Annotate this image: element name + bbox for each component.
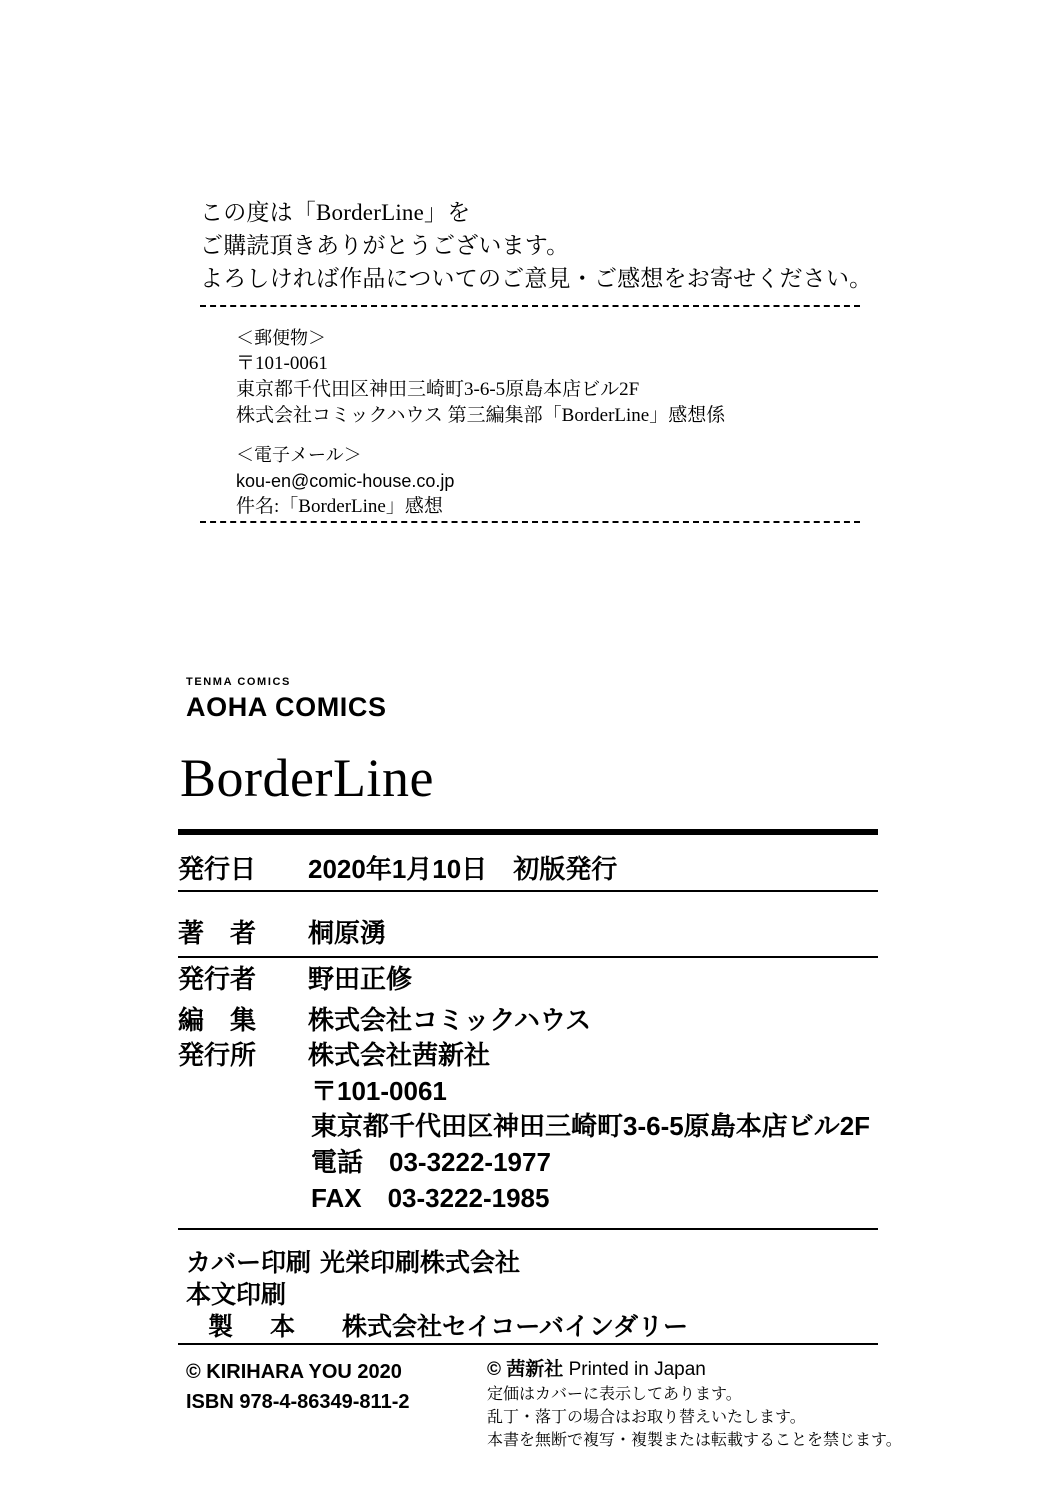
dashed-divider-top (200, 305, 860, 307)
value-cover-printing: 光栄印刷株式会社 (320, 1249, 521, 1277)
label-cover-printing: カバー印刷 (186, 1249, 312, 1277)
value-publishing-house: 株式会社茜新社 (308, 1040, 491, 1070)
label-publishing-house: 発行所 (178, 1040, 257, 1070)
value-author: 桐原湧 (308, 918, 387, 948)
row-publication-date (178, 849, 878, 886)
divider-above-production (178, 1228, 878, 1230)
imprint-label: AOHA COMICS (186, 692, 387, 722)
publisher-copyright: © 茜新社 (487, 1359, 564, 1380)
postal-department: 株式会社コミックハウス 第三編集部「BorderLine」感想係 (236, 405, 726, 426)
message-line-1: この度は「BorderLine」を (200, 200, 471, 225)
label-editor: 編 集 (178, 1005, 257, 1035)
isbn: ISBN 978-4-86349-811-2 (186, 1391, 410, 1413)
label-binding: 製 本 (208, 1313, 302, 1341)
publisher-fax: FAX 03-3222-1985 (311, 1183, 550, 1213)
divider-thick (178, 829, 878, 835)
row-editor (178, 1000, 878, 1037)
value-publisher-person: 野田正修 (308, 964, 413, 994)
row-text-printing (186, 1275, 320, 1311)
divider-under-date (178, 890, 878, 892)
publisher-copyright-line (487, 1357, 902, 1383)
row-publishing-house (178, 1035, 878, 1072)
contact-block (236, 326, 876, 520)
footer-notices (487, 1357, 902, 1452)
copyright-block (186, 1357, 409, 1417)
row-publisher-person (178, 959, 878, 996)
divider-above-footer (178, 1343, 878, 1345)
row-author (178, 913, 878, 950)
email-address: kou-en@comic-house.co.jp (236, 471, 455, 491)
message-line-2: ご購読頂きありがとうございます。 (200, 233, 570, 258)
dashed-divider-bottom (200, 521, 860, 523)
postal-heading: ＜郵便物＞ (236, 328, 326, 348)
label-text-printing: 本文印刷 (186, 1281, 287, 1309)
thank-you-message (200, 196, 880, 295)
row-binding (186, 1307, 688, 1343)
value-binding: 株式会社セイコーバインダリー (342, 1313, 689, 1341)
notice-price: 定価はカバーに表示してあります。 (487, 1386, 742, 1403)
publisher-street: 東京都千代田区神田三崎町3-6-5原島本店ビル2F (311, 1111, 871, 1141)
email-heading: ＜電子メール＞ (236, 445, 362, 465)
notice-reproduction: 本書を無断で複写・複製または転載することを禁じます。 (487, 1432, 902, 1449)
label-author: 著 者 (178, 918, 257, 948)
postal-street: 東京都千代田区神田三崎町3-6-5原島本店ビル2F (236, 379, 640, 400)
postal-zip: 〒101-0061 (236, 353, 328, 374)
publisher-tel: 電話 03-3222-1977 (311, 1147, 551, 1177)
divider-under-author (178, 956, 878, 958)
publisher-zip: 〒101-0061 (311, 1076, 447, 1106)
row-cover-printing (186, 1243, 520, 1279)
label-publisher-person: 発行者 (178, 964, 257, 994)
imprint-series-label: TENMA COMICS (186, 676, 291, 688)
printed-in-japan: Printed in Japan (568, 1359, 706, 1380)
copyright-author: © KIRIHARA YOU 2020 (186, 1361, 402, 1383)
email-subject: 件名:「BorderLine」感想 (236, 496, 443, 517)
message-line-3: よろしければ作品についてのご意見・ご感想をお寄せください。 (200, 266, 873, 291)
value-editor: 株式会社コミックハウス (308, 1005, 592, 1035)
label-publication-date: 発行日 (178, 854, 257, 884)
book-title: BorderLine (180, 748, 434, 808)
notice-defects: 乱丁・落丁の場合はお取り替えいたします。 (487, 1409, 806, 1426)
value-publication-date: 2020年1月10日 初版発行 (308, 854, 618, 884)
